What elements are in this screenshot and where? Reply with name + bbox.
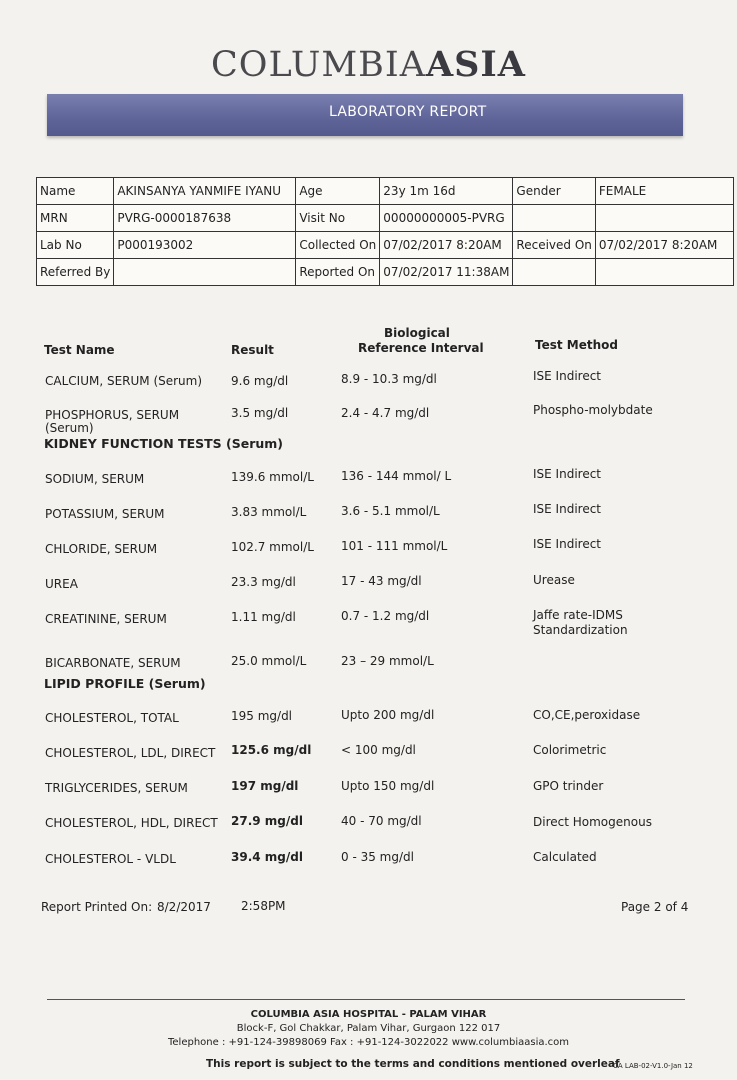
gender-label: Gender bbox=[513, 178, 595, 205]
footer-contact: Telephone : +91-124-39898069 Fax : +91-124-3022022 www.columbiaasia.com bbox=[167, 1037, 570, 1048]
table-row bbox=[37, 178, 734, 205]
test-name: PHOSPHORUS, SERUM bbox=[45, 408, 180, 422]
test-name: POTASSIUM, SERUM bbox=[45, 507, 165, 521]
test-name: CREATININE, SERUM bbox=[45, 612, 167, 626]
empty-cell bbox=[513, 259, 595, 286]
reference-interval: 3.6 - 5.1 mmol/L bbox=[341, 504, 440, 518]
test-method-continued: Standardization bbox=[533, 623, 628, 637]
test-result: 9.6 mg/dl bbox=[231, 374, 289, 388]
patient-info-table bbox=[36, 177, 734, 286]
test-method: ISE Indirect bbox=[533, 467, 602, 481]
patient-mrn: PVRG-0000187638 bbox=[114, 205, 296, 232]
column-header-result: Result bbox=[231, 343, 274, 357]
test-name: CHLORIDE, SERUM bbox=[45, 542, 158, 556]
test-result: 195 mg/dl bbox=[231, 709, 293, 723]
reported-on: 07/02/2017 11:38AM bbox=[380, 259, 513, 286]
test-result: 23.3 mg/dl bbox=[231, 575, 296, 589]
test-result-abnormal: 125.6 mg/dl bbox=[231, 743, 312, 757]
received-label: Received On bbox=[513, 232, 595, 259]
footer-divider bbox=[47, 999, 685, 1000]
collected-on: 07/02/2017 8:20AM bbox=[380, 232, 513, 259]
reference-interval: 101 - 111 mmol/L bbox=[341, 539, 448, 553]
report-title-banner bbox=[47, 94, 683, 136]
column-header-test-name: Test Name bbox=[44, 343, 115, 357]
test-name: CALCIUM, SERUM (Serum) bbox=[45, 374, 203, 388]
footer-hospital-name: COLUMBIA ASIA HOSPITAL - PALAM VIHAR bbox=[250, 1009, 487, 1020]
patient-name: AKINSANYA YANMIFE IYANU bbox=[114, 178, 296, 205]
age-label: Age bbox=[296, 178, 380, 205]
test-name: UREA bbox=[45, 577, 78, 591]
printed-on-label: Report Printed On: bbox=[41, 900, 153, 914]
reference-interval: Upto 150 mg/dl bbox=[341, 779, 435, 793]
lab-number: P000193002 bbox=[114, 232, 296, 259]
reported-label: Reported On bbox=[296, 259, 380, 286]
table-row bbox=[37, 232, 734, 259]
collected-label: Collected On bbox=[296, 232, 380, 259]
test-method: Jaffe rate-IDMS bbox=[533, 608, 623, 622]
test-method: Phospho-molybdate bbox=[533, 403, 653, 417]
logo-text-asia: ASIA bbox=[426, 44, 526, 85]
lab-label: Lab No bbox=[37, 232, 114, 259]
visit-label: Visit No bbox=[296, 205, 380, 232]
table-row bbox=[37, 259, 734, 286]
test-result: 139.6 mmol/L bbox=[231, 470, 314, 484]
patient-gender: FEMALE bbox=[595, 178, 733, 205]
test-method: ISE Indirect bbox=[533, 537, 602, 551]
reference-interval: Upto 200 mg/dl bbox=[341, 708, 435, 722]
test-method: Calculated bbox=[533, 850, 597, 864]
test-name: SODIUM, SERUM bbox=[45, 472, 145, 486]
column-header-bio-line1: Biological bbox=[384, 326, 450, 340]
reference-interval: 23 – 29 mmol/L bbox=[341, 654, 434, 668]
reference-interval: < 100 mg/dl bbox=[341, 743, 416, 757]
referred-label: Referred By bbox=[37, 259, 114, 286]
test-method: Colorimetric bbox=[533, 743, 607, 757]
test-name: CHOLESTEROL, TOTAL bbox=[45, 711, 179, 725]
test-result: 3.83 mmol/L bbox=[231, 505, 307, 519]
test-result: 1.11 mg/dl bbox=[231, 610, 296, 624]
test-method: Urease bbox=[533, 573, 575, 587]
patient-age: 23y 1m 16d bbox=[380, 178, 513, 205]
table-row bbox=[37, 205, 734, 232]
reference-interval: 136 - 144 mmol/ L bbox=[341, 469, 452, 483]
reference-interval: 40 - 70 mg/dl bbox=[341, 814, 422, 828]
mrn-label: MRN bbox=[37, 205, 114, 232]
test-method: Direct Homogenous bbox=[533, 815, 652, 829]
test-name: CHOLESTEROL, LDL, DIRECT bbox=[45, 746, 216, 760]
name-label: Name bbox=[37, 178, 114, 205]
test-result-abnormal: 27.9 mg/dl bbox=[231, 814, 303, 828]
reference-interval: 17 - 43 mg/dl bbox=[341, 574, 422, 588]
test-result-abnormal: 197 mg/dl bbox=[231, 779, 299, 793]
test-result: 102.7 mmol/L bbox=[231, 540, 314, 554]
test-result-abnormal: 39.4 mg/dl bbox=[231, 850, 303, 864]
test-name-continued: (Serum) bbox=[45, 421, 94, 435]
test-method: ISE Indirect bbox=[533, 369, 602, 383]
reference-interval: 0.7 - 1.2 mg/dl bbox=[341, 609, 430, 623]
received-on: 07/02/2017 8:20AM bbox=[595, 232, 733, 259]
footer-address: Block-F, Gol Chakkar, Palam Vihar, Gurgaon 122 017 bbox=[236, 1023, 501, 1034]
referred-by bbox=[114, 259, 296, 286]
logo-text-columbia: COLUMBIA bbox=[211, 45, 426, 85]
empty-cell bbox=[595, 259, 733, 286]
empty-cell bbox=[513, 205, 595, 232]
test-name: CHOLESTEROL - VLDL bbox=[45, 852, 176, 866]
hospital-logo bbox=[0, 44, 737, 85]
test-method: GPO trinder bbox=[533, 779, 604, 793]
reference-interval: 0 - 35 mg/dl bbox=[341, 850, 414, 864]
reference-interval: 2.4 - 4.7 mg/dl bbox=[341, 406, 430, 420]
test-result: 3.5 mg/dl bbox=[231, 406, 289, 420]
column-header-method: Test Method bbox=[535, 338, 618, 352]
printed-date: 8/2/2017 bbox=[157, 900, 211, 914]
section-heading-kidney: KIDNEY FUNCTION TESTS (Serum) bbox=[44, 436, 284, 451]
test-method: ISE Indirect bbox=[533, 502, 602, 516]
column-header-bio-line2: Reference Interval bbox=[358, 341, 484, 355]
test-result: 25.0 mmol/L bbox=[231, 654, 307, 668]
reference-interval: 8.9 - 10.3 mg/dl bbox=[341, 372, 437, 386]
test-name: BICARBONATE, SERUM bbox=[45, 656, 181, 670]
footer-terms: This report is subject to the terms and conditions mentioned overleaf bbox=[206, 1058, 620, 1070]
printed-time: 2:58PM bbox=[241, 899, 286, 913]
page-number: Page 2 of 4 bbox=[621, 900, 689, 914]
test-name: CHOLESTEROL, HDL, DIRECT bbox=[45, 816, 218, 830]
empty-cell bbox=[595, 205, 733, 232]
form-code: CA LAB-02-V1.0-Jan 12 bbox=[613, 1062, 693, 1070]
section-heading-lipid: LIPID PROFILE (Serum) bbox=[44, 676, 206, 691]
visit-number: 00000000005-PVRG bbox=[380, 205, 513, 232]
test-name: TRIGLYCERIDES, SERUM bbox=[45, 781, 188, 795]
test-method: CO,CE,peroxidase bbox=[533, 708, 641, 722]
report-title: LABORATORY REPORT bbox=[329, 104, 487, 120]
